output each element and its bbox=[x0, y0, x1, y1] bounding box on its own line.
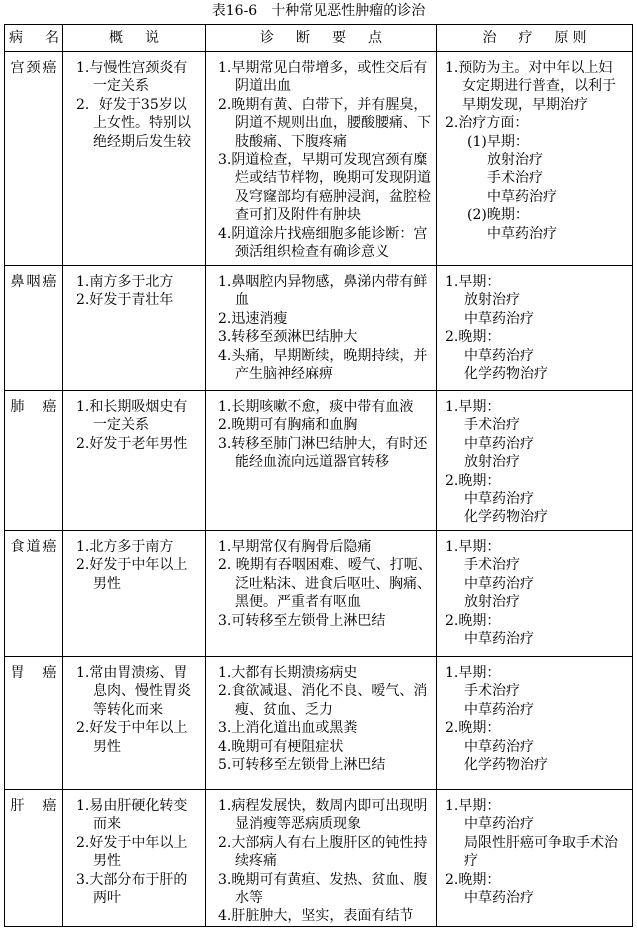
overview-item: 2.好发于青壮年 bbox=[76, 292, 174, 309]
treatment-entry bbox=[445, 797, 632, 871]
overview-item: 2.好发于中年以上男性 bbox=[76, 834, 188, 870]
diagnosis-item: 3.晚期可有黄疸、发热、贫血、腹水等 bbox=[218, 871, 428, 907]
diagnosis-item: 1.鼻咽腔内异物感，鼻涕内带有鲜血 bbox=[218, 274, 428, 309]
treatment-cell bbox=[437, 657, 633, 790]
overview-item: 1.和长期吸烟史有一定关系 bbox=[76, 399, 188, 434]
treatment-stage-group bbox=[467, 206, 632, 243]
treatment-method: 中草药治疗 bbox=[464, 738, 534, 755]
overview-cell bbox=[63, 266, 206, 391]
treatment-item: 1.早期： bbox=[445, 399, 501, 415]
treatment-entry bbox=[445, 719, 632, 774]
diagnosis-item: 1.病程发展快，数周内即可出现明显消瘦等恶病质现象 bbox=[218, 798, 428, 833]
diagnosis-item: 4.阴道涂片找癌细胞多能诊断：宫颈活组织检查有确诊意义 bbox=[218, 225, 428, 261]
diagnosis-item: 2.食欲减退、消化不良、嗳气、消瘦、贫血、乏力 bbox=[218, 683, 428, 718]
diagnosis-cell bbox=[206, 391, 437, 531]
diagnosis-item: 2.晚期有黄、白带下，并有腥臭，阴道不规则出血，腰酸腰痛、下肢酸痛、下腹疼痛 bbox=[218, 96, 431, 150]
treatment-entry bbox=[445, 871, 632, 908]
diagnosis-cell bbox=[206, 266, 437, 391]
overview-item: 1.常由胃溃疡、胃息肉、慢性胃炎等转化而来 bbox=[76, 665, 191, 718]
treatment-method: 手术治疗 bbox=[464, 557, 520, 574]
treatment-method: 化学药物治疗 bbox=[464, 757, 548, 774]
header-diagnosis: 诊 断 要 点 bbox=[206, 25, 437, 52]
treatment-method: 中草药治疗 bbox=[464, 631, 534, 648]
diagnosis-cell bbox=[206, 52, 437, 266]
diagnosis-cell bbox=[206, 790, 437, 927]
treatment-entry bbox=[445, 612, 632, 649]
table-row bbox=[5, 391, 633, 531]
treatment-entry bbox=[445, 538, 632, 612]
diagnosis-item: 2.迅速消瘦 bbox=[218, 310, 288, 327]
overview-item: 2.好发于中年以上男性 bbox=[76, 557, 188, 592]
tumor-diagnosis-table bbox=[4, 24, 633, 927]
treatment-method: 中草药治疗 bbox=[464, 310, 534, 327]
disease-name-cell bbox=[5, 391, 63, 531]
treatment-method: 化学药物治疗 bbox=[464, 366, 548, 383]
treatment-item: 1.预防为主。对中年以上妇女定期进行普查，以利于早期发现，早期治疗 bbox=[445, 60, 616, 113]
table-row bbox=[5, 266, 633, 391]
treatment-item: 2.晚期： bbox=[445, 472, 501, 489]
overview-cell bbox=[63, 790, 206, 927]
treatment-method: 化学药物治疗 bbox=[464, 509, 548, 526]
treatment-entry bbox=[445, 328, 632, 383]
disease-name: 胃 癌 bbox=[10, 665, 59, 681]
diagnosis-item: 3.可转移至左锁骨上淋巴结 bbox=[218, 612, 386, 629]
treatment-method: 放射治疗 bbox=[464, 292, 520, 309]
diagnosis-item: 4.晚期可有梗阻症状 bbox=[218, 738, 344, 755]
diagnosis-cell bbox=[206, 531, 437, 657]
treatment-cell bbox=[437, 531, 633, 657]
treatment-item: 1.早期： bbox=[445, 798, 501, 814]
treatment-method: 中草药治疗 bbox=[464, 701, 534, 718]
diagnosis-item: 1.大都有长期溃疡病史 bbox=[218, 665, 358, 681]
header-name: 病 名 bbox=[5, 25, 63, 52]
header-treatment: 治 疗 原则 bbox=[437, 25, 633, 52]
disease-name: 鼻咽癌 bbox=[10, 274, 59, 290]
disease-name-cell bbox=[5, 531, 63, 657]
overview-item: 1.与慢性宫颈炎有一定关系 bbox=[76, 60, 188, 95]
treatment-cell bbox=[437, 266, 633, 391]
treatment-cell bbox=[437, 391, 633, 531]
treatment-item: 1.早期： bbox=[445, 665, 501, 681]
overview-item: 1.北方多于南方 bbox=[76, 539, 174, 555]
diagnosis-item: 4.肝脏肿大，坚实，表面有结节 bbox=[218, 908, 414, 925]
disease-name: 肝 癌 bbox=[10, 798, 59, 814]
treatment-method: 放射治疗 bbox=[464, 594, 520, 611]
overview-item: 1.易由肝硬化转变而来 bbox=[76, 798, 188, 833]
treatment-entry bbox=[445, 273, 632, 328]
diagnosis-item: 5.可转移至左锁骨上淋巴结 bbox=[218, 757, 386, 774]
treatment-stage-group bbox=[467, 133, 632, 207]
treatment-item: 2.晚期： bbox=[445, 720, 501, 737]
treatment-method: 中草药治疗 bbox=[464, 491, 534, 508]
treatment-method: 中草药治疗 bbox=[464, 347, 534, 364]
header-overview: 概 说 bbox=[63, 25, 206, 52]
disease-name-cell bbox=[5, 657, 63, 790]
disease-name: 宫颈癌 bbox=[10, 60, 59, 76]
disease-name-cell bbox=[5, 52, 63, 266]
treatment-item: 2.晚期： bbox=[445, 329, 501, 346]
overview-cell bbox=[63, 657, 206, 790]
diagnosis-item: 1.早期常见白带增多，或性交后有阴道出血 bbox=[218, 60, 428, 95]
disease-name-cell bbox=[5, 266, 63, 391]
treatment-cell bbox=[437, 52, 633, 266]
diagnosis-item: 3.转移至肺门淋巴结肿大，有时还能经血流向远道器官转移 bbox=[218, 435, 428, 471]
treatment-entry bbox=[445, 114, 632, 243]
table-row bbox=[5, 657, 633, 790]
diagnosis-item: 2. 晚期有吞咽困难、嗳气、打呃、泛吐粘沫、进食后呕吐、胸痛、黑便。严重者有呕血 bbox=[218, 557, 432, 611]
disease-name-cell bbox=[5, 790, 63, 927]
diagnosis-cell bbox=[206, 657, 437, 790]
table-row bbox=[5, 531, 633, 657]
diagnosis-item: 1.早期常仅有胸骨后隐痛 bbox=[218, 539, 372, 555]
overview-item: 2.好发于中年以上男性 bbox=[76, 720, 188, 755]
treatment-method: 中草药治疗 bbox=[464, 435, 534, 452]
table-row bbox=[5, 52, 633, 266]
treatment-item: 2.治疗方面： bbox=[445, 115, 529, 132]
diagnosis-item: 3.上消化道出血或黑粪 bbox=[218, 720, 358, 737]
treatment-method: 中草药治疗 bbox=[464, 890, 534, 907]
treatment-method: 局限性肝癌可争取手术治疗 bbox=[464, 834, 618, 870]
treatment-cell bbox=[437, 790, 633, 927]
treatment-item: 2.晚期： bbox=[445, 871, 501, 888]
overview-cell bbox=[63, 391, 206, 531]
treatment-item: 1.早期： bbox=[445, 274, 501, 290]
treatment-method: 中草药治疗 bbox=[464, 575, 534, 592]
diagnosis-item: 3.阴道检查，早期可发现宫颈有糜烂或结节样物，晚期可发现阴道及穹窿部均有癌肿浸润，盆腔检查可扪及附件有肿块 bbox=[218, 152, 431, 224]
overview-cell bbox=[63, 52, 206, 266]
overview-item: 1.南方多于北方 bbox=[76, 274, 174, 290]
header-row bbox=[5, 25, 633, 52]
treatment-entry bbox=[445, 664, 632, 719]
table-title: 表16-6 十种常见恶性肿瘤的诊治 bbox=[211, 3, 426, 19]
treatment-method: 放射治疗 bbox=[487, 152, 543, 169]
disease-name: 肺 癌 bbox=[10, 399, 59, 415]
treatment-method: 手术治疗 bbox=[487, 170, 543, 187]
table-row bbox=[5, 790, 633, 927]
diagnosis-item: 2.晚期可有胸痛和血胸 bbox=[218, 417, 358, 434]
diagnosis-item: 4.头痛，早期断续，晚期持续，并产生脑神经麻痹 bbox=[218, 347, 428, 383]
treatment-method: 中草药治疗 bbox=[464, 816, 534, 833]
treatment-method: 中草药治疗 bbox=[487, 188, 557, 205]
table-body bbox=[5, 52, 633, 927]
diagnosis-item: 2.大部病人有右上腹肝区的钝性持续疼痛 bbox=[218, 834, 428, 870]
overview-item: 2.好发于老年男性 bbox=[76, 435, 188, 452]
treatment-entry bbox=[445, 472, 632, 527]
treatment-method: 中草药治疗 bbox=[487, 225, 557, 242]
overview-cell bbox=[63, 531, 206, 657]
overview-item: 3.大部分布于肝的两叶 bbox=[76, 871, 188, 907]
disease-name: 食道癌 bbox=[10, 539, 59, 555]
treatment-item: 2.晚期： bbox=[445, 612, 501, 629]
diagnosis-item: 3.转移至颈淋巴结肿大 bbox=[218, 329, 358, 346]
overview-item: 2．好发于35岁以上女性。特别以绝经期后发生较 bbox=[76, 96, 191, 150]
treatment-method: 手术治疗 bbox=[464, 683, 520, 700]
treatment-item: 1.早期： bbox=[445, 539, 501, 555]
treatment-stage-label: (2)晚期： bbox=[467, 207, 529, 224]
treatment-entry bbox=[445, 59, 632, 114]
treatment-method: 手术治疗 bbox=[464, 417, 520, 434]
treatment-stage-label: (1)早期： bbox=[467, 133, 529, 150]
treatment-method: 放射治疗 bbox=[464, 454, 520, 471]
treatment-entry bbox=[445, 398, 632, 472]
diagnosis-item: 1.长期咳嗽不愈，痰中带有血液 bbox=[218, 399, 414, 415]
